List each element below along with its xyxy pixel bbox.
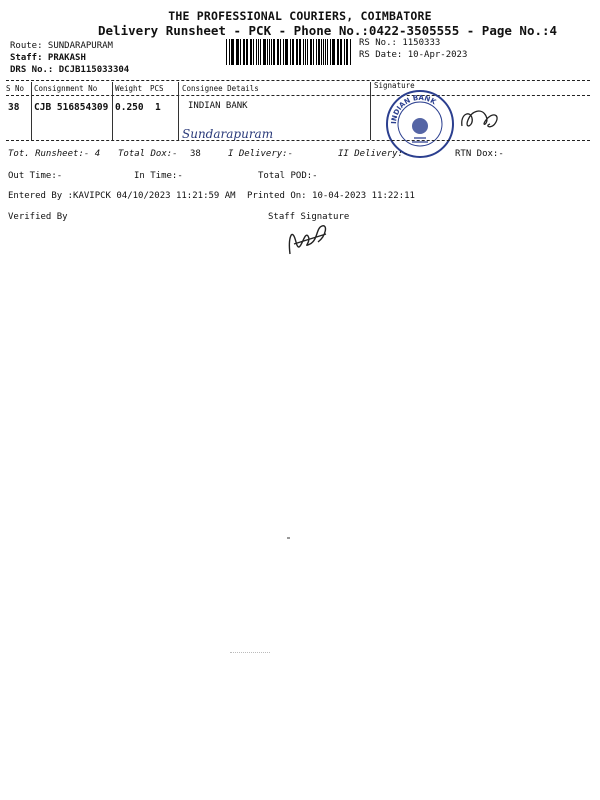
barcode-bar [250, 39, 251, 65]
barcode-bar [332, 39, 333, 65]
barcode-bar [296, 39, 298, 65]
barcode-bar [246, 39, 247, 65]
barcode-bar [271, 39, 272, 65]
barcode-bar [237, 39, 239, 65]
col-sep [112, 82, 113, 140]
barcode-bar [340, 39, 342, 65]
barcode-bar [290, 39, 291, 65]
barcode-bar [350, 39, 351, 65]
barcode-bar [253, 39, 255, 65]
total-pod: Total POD:- [258, 171, 318, 181]
svg-text:INDIAN BANK [390, 94, 438, 124]
barcode-bar [318, 39, 320, 65]
barcode-bar [264, 39, 265, 65]
barcode-bar [300, 39, 301, 65]
barcode-bar [338, 39, 339, 65]
barcode-bar [293, 39, 294, 65]
barcode-bar [243, 39, 244, 65]
row-consignment: CJB 516854309 [34, 102, 109, 113]
company-title: THE PROFESSIONAL COURIERS, COIMBATORE [168, 9, 432, 23]
col-sno: S No [6, 84, 25, 93]
barcode-bar [231, 39, 232, 65]
col-weight: Weight [115, 84, 143, 93]
barcode-bar [280, 39, 281, 65]
barcode-bar [263, 39, 264, 65]
barcode-bar [244, 39, 245, 65]
row-pcs: 1 [155, 102, 161, 113]
barcode-bar [240, 39, 241, 65]
barcode-bar [344, 39, 345, 65]
barcode-bar [256, 39, 257, 65]
divider-header [6, 95, 590, 96]
barcode-bar [273, 39, 275, 65]
drs-number: DRS No.: DCJB115033304 [10, 65, 130, 75]
staff-label: Staff: PRAKASH [10, 53, 86, 63]
barcode-bar [269, 39, 270, 65]
scan-speck [287, 537, 290, 539]
barcode-bar [347, 39, 348, 65]
in-time: In Time:- [134, 171, 183, 181]
barcode-bar [286, 39, 287, 65]
barcode-bar [283, 39, 284, 65]
barcode-bar [311, 39, 312, 65]
col-pcs: PCS [150, 84, 164, 93]
row-sno: 38 [8, 102, 20, 113]
barcode [226, 39, 352, 65]
stamp-text: INDIAN BANK [389, 93, 438, 125]
col-consignee: Consignee Details [182, 84, 259, 93]
staff-signature-icon [282, 214, 334, 266]
barcode-bar [305, 39, 306, 65]
barcode-bar [346, 39, 347, 65]
barcode-bar [226, 39, 227, 65]
barcode-bar [236, 39, 237, 65]
ii-delivery: II Delivery:- [338, 149, 409, 159]
row-weight: 0.250 [115, 102, 144, 113]
barcode-bar [321, 39, 322, 65]
barcode-bar [232, 39, 233, 65]
barcode-bar [299, 39, 300, 65]
barcode-bar [330, 39, 331, 65]
rtn-dox: RTN Dox:- [455, 149, 504, 159]
col-sep [178, 82, 179, 140]
barcode-bar [229, 39, 230, 65]
barcode-bar [333, 39, 334, 65]
route-label: Route: SUNDARAPURAM [10, 41, 113, 51]
scan-speck [230, 652, 270, 654]
barcode-bar [307, 39, 308, 65]
staff-signature-label: Staff Signature [268, 212, 350, 222]
runsheet-subtitle: Delivery Runsheet - PCK - Phone No.:0422-3505555 - Page No.:4 [98, 23, 558, 38]
row-consignee: INDIAN BANK [188, 101, 248, 111]
barcode-bar [310, 39, 311, 65]
col-signature: Signature [374, 81, 415, 90]
barcode-bar [260, 39, 261, 65]
handwritten-note: Sundarapuram [182, 127, 274, 141]
total-dox-value: 38 [190, 149, 201, 159]
entered-by: Entered By :KAVIPCK 04/10/2023 11:21:59 AM [8, 191, 236, 201]
barcode-bar [337, 39, 338, 65]
barcode-bar [313, 39, 314, 65]
col-sep [31, 82, 32, 140]
verified-by: Verified By [8, 212, 68, 222]
barcode-bar [251, 39, 252, 65]
total-dox-label: Total Dox:- [118, 149, 178, 159]
barcode-bar [267, 39, 268, 65]
barcode-bar [303, 39, 304, 65]
barcode-bar [292, 39, 293, 65]
barcode-bar [277, 39, 278, 65]
out-time: Out Time:- [8, 171, 63, 181]
printed-on: Printed On: 10-04-2023 11:22:11 [247, 191, 415, 201]
divider-top [6, 80, 590, 81]
barcode-bar [325, 39, 326, 65]
barcode-bar [258, 39, 259, 65]
col-sep [370, 82, 371, 140]
rs-number: RS No.: 1150333 [359, 38, 441, 48]
barcode-bar [278, 39, 279, 65]
col-consignment: Consignment No [34, 84, 98, 93]
barcode-bar [316, 39, 317, 65]
barcode-bar [285, 39, 286, 65]
barcode-bar [327, 39, 328, 65]
consignee-signature-icon [456, 104, 504, 140]
tot-runsheet: Tot. Runsheet:- 4 [8, 149, 101, 159]
rs-date: RS Date: 10-Apr-2023 [359, 50, 468, 60]
divider-bottom [6, 140, 590, 141]
barcode-bar [323, 39, 324, 65]
i-delivery: I Delivery:- [228, 149, 294, 159]
